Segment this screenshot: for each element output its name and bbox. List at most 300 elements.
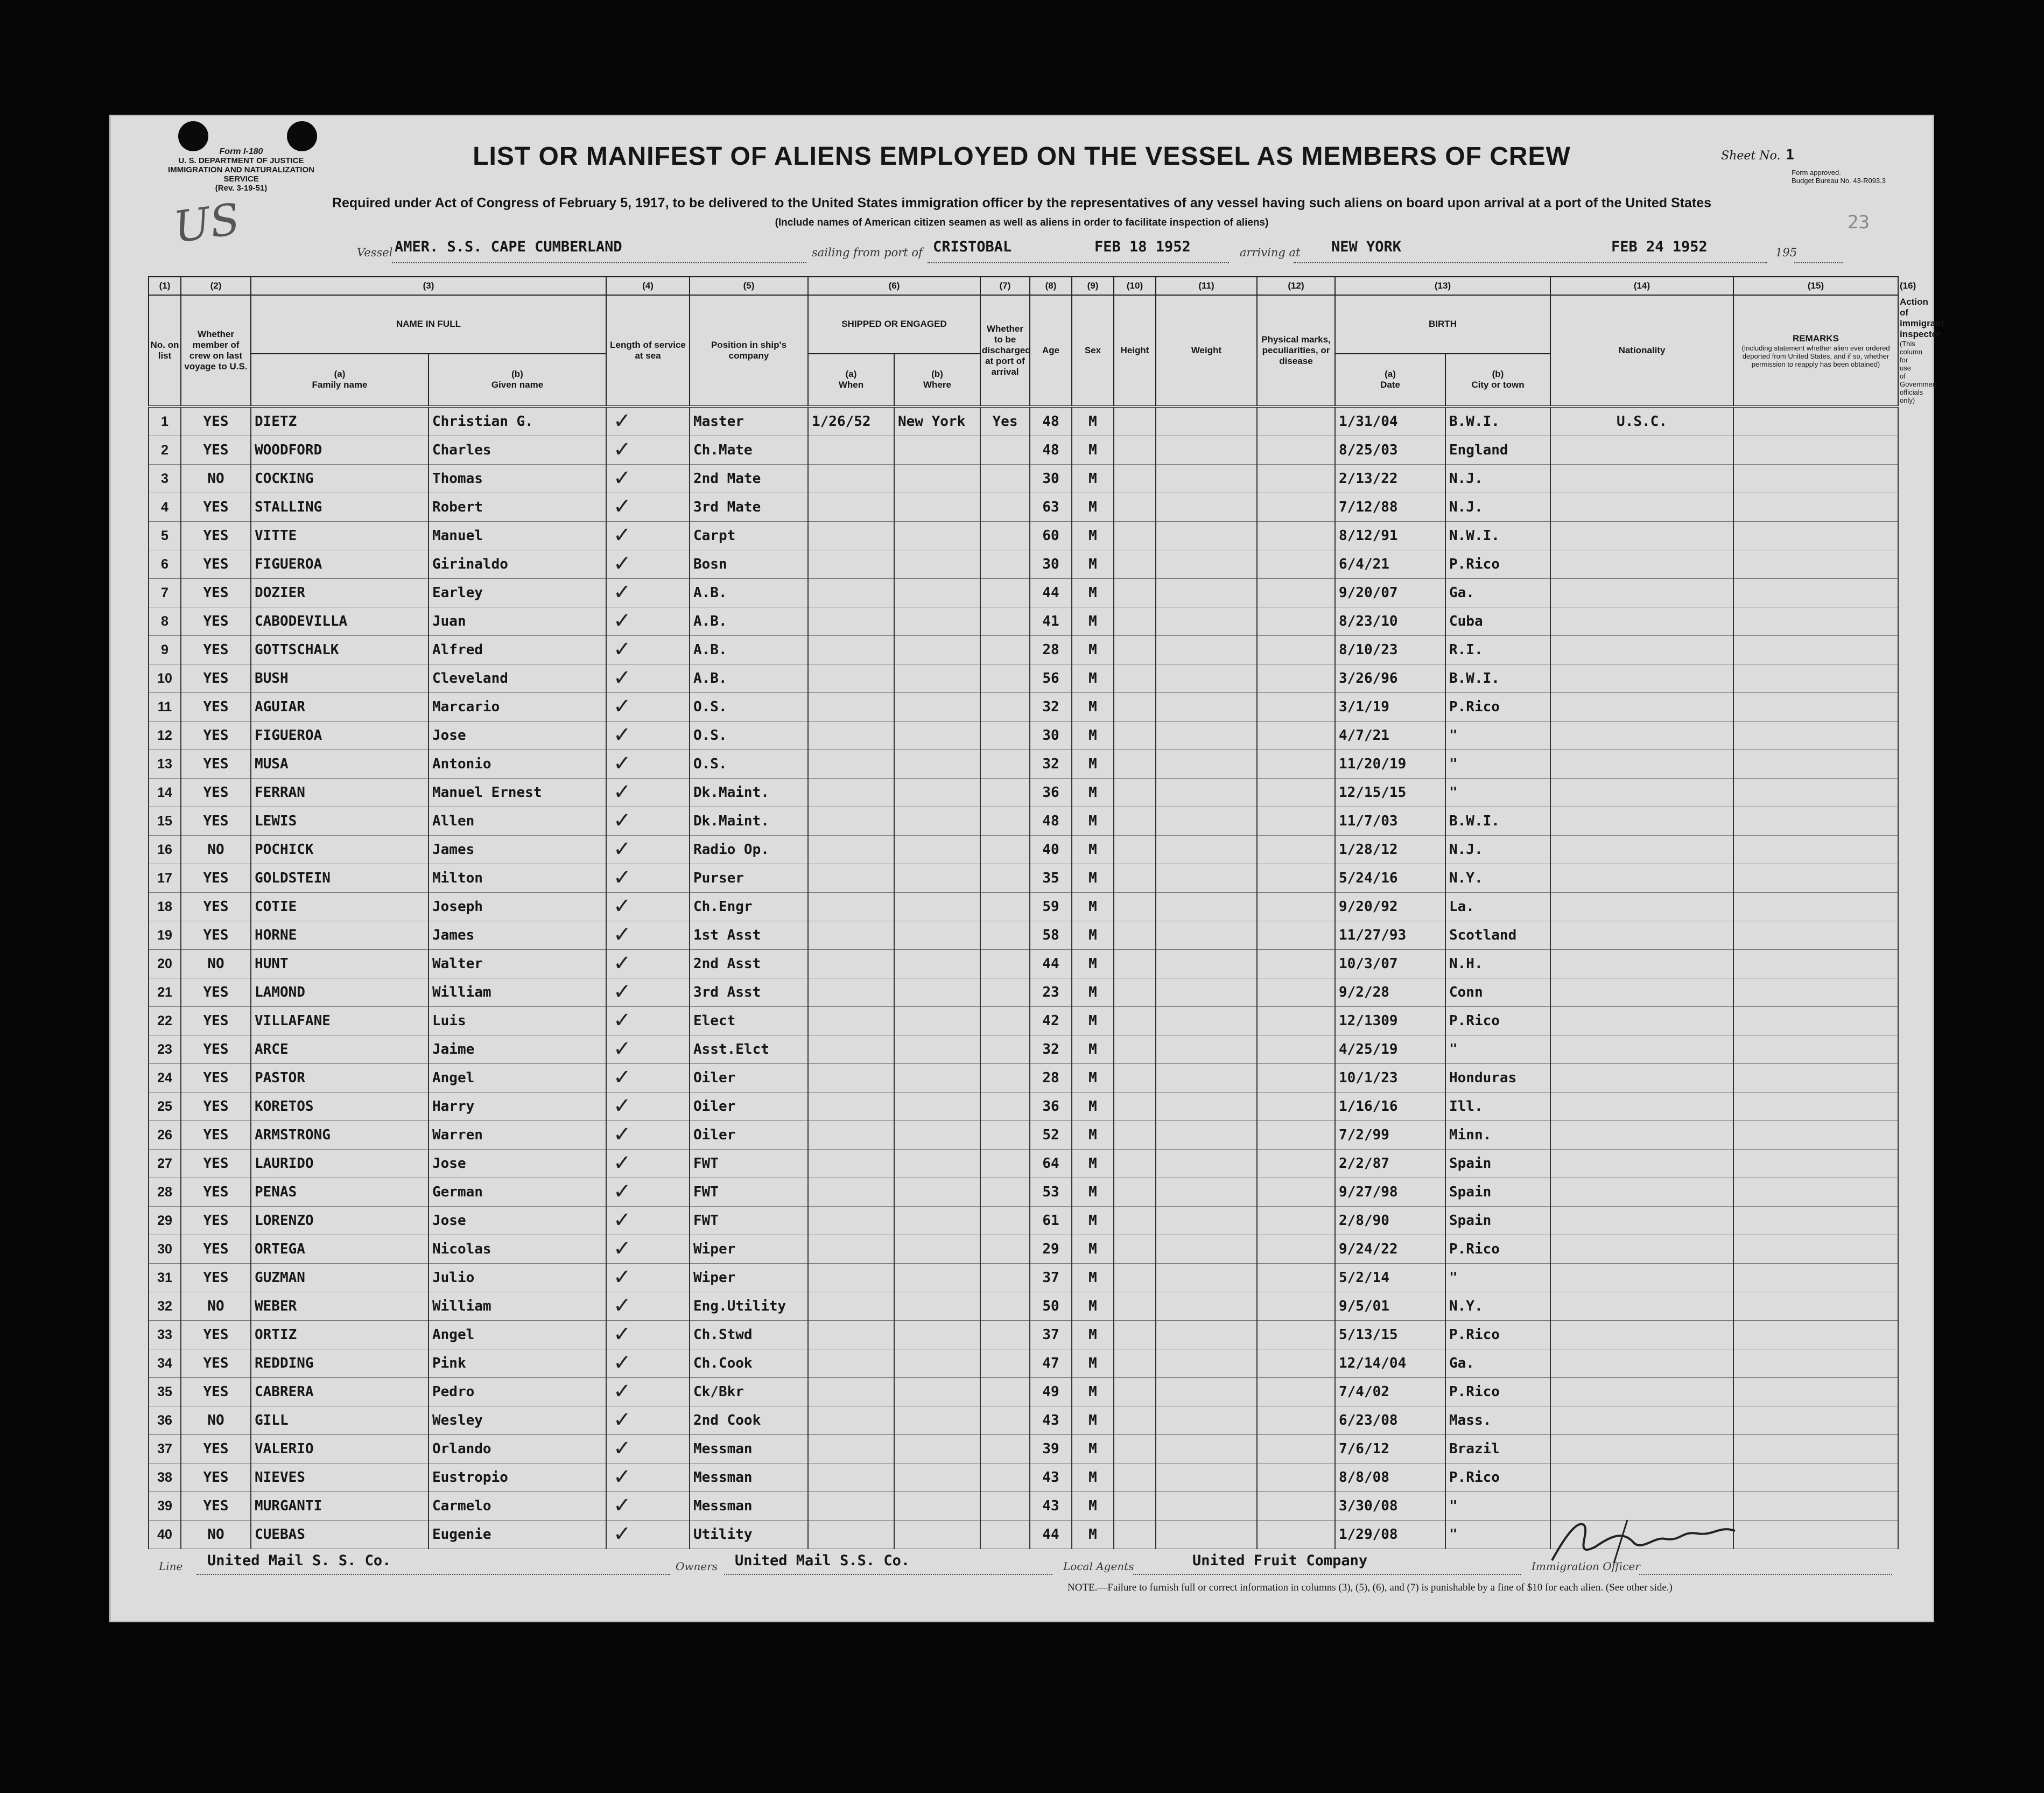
service-check-cell	[606, 1321, 690, 1349]
empty-cell	[1733, 864, 1898, 893]
cell-birth-date: 1/31/04	[1335, 407, 1445, 436]
empty-cell	[1114, 1207, 1156, 1235]
check-mark-icon: ✓	[613, 951, 631, 976]
cell-family: WOODFORD	[251, 436, 429, 465]
cell-birth-date: 12/14/04	[1335, 1349, 1445, 1378]
check-mark-icon: ✓	[613, 551, 631, 576]
cell-birth-place: B.W.I.	[1445, 407, 1550, 436]
service-check-cell	[606, 807, 690, 836]
cell-when	[808, 1264, 894, 1292]
cell-given: Wesley	[429, 1406, 606, 1435]
cell-sex: M	[1072, 664, 1114, 693]
vessel-name: AMER. S.S. CAPE CUMBERLAND	[395, 239, 622, 255]
col-num: (7)	[980, 277, 1030, 295]
cell-where	[894, 550, 980, 579]
cell-discharged	[980, 693, 1030, 722]
cell-discharged	[980, 893, 1030, 921]
cell-where	[894, 664, 980, 693]
empty-cell	[1156, 807, 1257, 836]
service-check-cell	[606, 1521, 690, 1549]
cell-sex: M	[1072, 750, 1114, 779]
cell-when	[808, 722, 894, 750]
cell-member: YES	[181, 522, 251, 550]
cell-age: 23	[1030, 978, 1072, 1007]
service-check-cell	[606, 1235, 690, 1264]
empty-cell	[1733, 407, 1898, 436]
date-label: Date	[1380, 380, 1400, 390]
cell-nationality	[1550, 1007, 1733, 1035]
cell-discharged	[980, 1492, 1030, 1521]
empty-cell	[1156, 893, 1257, 921]
agents-value: United Fruit Company	[1192, 1552, 1368, 1569]
cell-when	[808, 1007, 894, 1035]
cell-when	[808, 779, 894, 807]
manifest-sheet	[109, 115, 1944, 1622]
cell-sex: M	[1072, 693, 1114, 722]
cell-discharged	[980, 807, 1030, 836]
cell-birth-date: 6/23/08	[1335, 1406, 1445, 1435]
cell-discharged: Yes	[980, 407, 1030, 436]
cell-age: 58	[1030, 921, 1072, 950]
cell-birth-date: 10/3/07	[1335, 950, 1445, 978]
empty-cell	[1156, 1121, 1257, 1150]
cell-nationality	[1550, 864, 1733, 893]
cell-position: Carpt	[690, 522, 808, 550]
table-row	[149, 436, 1898, 465]
empty-cell	[1114, 1264, 1156, 1292]
cell-no: 22	[149, 1007, 181, 1035]
empty-cell	[1114, 1150, 1156, 1178]
table-row	[149, 1007, 1898, 1035]
cell-family: ARMSTRONG	[251, 1121, 429, 1150]
service-check-cell	[606, 550, 690, 579]
cell-position: 1st Asst	[690, 921, 808, 950]
service: IMMIGRATION AND NATURALIZATION SERVICE	[168, 165, 314, 184]
service-check-cell	[606, 950, 690, 978]
cell-member: YES	[181, 1064, 251, 1092]
cell-position: Utility	[690, 1521, 808, 1549]
cell-discharged	[980, 1264, 1030, 1292]
header-marks: Physical marks, peculiarities, or disease	[1257, 295, 1335, 407]
empty-cell	[1257, 1235, 1335, 1264]
empty-cell	[1114, 1092, 1156, 1121]
cell-discharged	[980, 436, 1030, 465]
cell-member: YES	[181, 1007, 251, 1035]
cell-birth-place: Mass.	[1445, 1406, 1550, 1435]
service-check-cell	[606, 1092, 690, 1121]
cell-age: 47	[1030, 1349, 1072, 1378]
cell-no: 6	[149, 550, 181, 579]
cell-nationality	[1550, 1292, 1733, 1321]
cell-no: 18	[149, 893, 181, 921]
table-row	[149, 1121, 1898, 1150]
cell-position: Elect	[690, 1007, 808, 1035]
cell-no: 11	[149, 693, 181, 722]
empty-cell	[1257, 636, 1335, 664]
cell-when	[808, 1463, 894, 1492]
cell-birth-place: Honduras	[1445, 1064, 1550, 1092]
budget-number: Budget Bureau No. 43-R093.3	[1792, 177, 1886, 185]
service-check-cell	[606, 607, 690, 636]
cell-birth-place: R.I.	[1445, 636, 1550, 664]
cell-family: ORTIZ	[251, 1321, 429, 1349]
check-mark-icon: ✓	[613, 1236, 631, 1261]
cell-nationality	[1550, 436, 1733, 465]
cell-position: Purser	[690, 864, 808, 893]
given-label: Given name	[491, 380, 544, 390]
empty-cell	[1733, 950, 1898, 978]
cell-birth-place: "	[1445, 750, 1550, 779]
empty-cell	[1733, 1121, 1898, 1150]
cell-no: 26	[149, 1121, 181, 1150]
cell-member: YES	[181, 436, 251, 465]
cell-sex: M	[1072, 1035, 1114, 1064]
empty-cell	[1114, 1435, 1156, 1463]
cell-family: WEBER	[251, 1292, 429, 1321]
cell-sex: M	[1072, 1292, 1114, 1321]
table-row	[149, 664, 1898, 693]
cell-position: Wiper	[690, 1235, 808, 1264]
empty-cell	[1156, 1092, 1257, 1121]
cell-birth-date: 7/4/02	[1335, 1378, 1445, 1406]
cell-family: POCHICK	[251, 836, 429, 864]
empty-cell	[1257, 1264, 1335, 1292]
officer-signature	[1520, 1509, 1853, 1568]
header-age: Age	[1030, 295, 1072, 407]
empty-cell	[1257, 1007, 1335, 1035]
cell-sex: M	[1072, 1092, 1114, 1121]
empty-cell	[1733, 750, 1898, 779]
empty-cell	[1257, 978, 1335, 1007]
empty-cell	[1114, 950, 1156, 978]
check-mark-icon: ✓	[613, 1179, 631, 1204]
empty-cell	[1114, 1235, 1156, 1264]
empty-cell	[1156, 465, 1257, 493]
empty-cell	[1114, 921, 1156, 950]
cell-when	[808, 1035, 894, 1064]
cell-member: YES	[181, 1264, 251, 1292]
arriving-label: arriving at	[1240, 246, 1301, 259]
cell-family: COCKING	[251, 465, 429, 493]
cell-member: YES	[181, 893, 251, 921]
cell-position: 2nd Cook	[690, 1406, 808, 1435]
cell-family: DOZIER	[251, 579, 429, 607]
cell-given: Eustropio	[429, 1463, 606, 1492]
empty-cell	[1257, 407, 1335, 436]
cell-age: 30	[1030, 550, 1072, 579]
cell-age: 59	[1030, 893, 1072, 921]
empty-cell	[1257, 1435, 1335, 1463]
cell-member: YES	[181, 807, 251, 836]
cell-given: Milton	[429, 864, 606, 893]
cell-member: YES	[181, 1092, 251, 1121]
check-mark-icon: ✓	[613, 580, 631, 605]
cell-no: 29	[149, 1207, 181, 1235]
service-check-cell	[606, 1435, 690, 1463]
cell-discharged	[980, 1378, 1030, 1406]
table-row	[149, 1321, 1898, 1349]
empty-cell	[1114, 1007, 1156, 1035]
cell-position: Ch.Engr	[690, 893, 808, 921]
header-when	[808, 354, 894, 407]
cell-birth-date: 9/20/07	[1335, 579, 1445, 607]
cell-age: 28	[1030, 1064, 1072, 1092]
empty-cell	[1733, 1435, 1898, 1463]
header-family	[251, 354, 429, 407]
empty-cell	[1114, 750, 1156, 779]
table-row	[149, 550, 1898, 579]
cell-sex: M	[1072, 950, 1114, 978]
empty-cell	[1257, 836, 1335, 864]
cell-birth-place: Minn.	[1445, 1121, 1550, 1150]
cell-discharged	[980, 1092, 1030, 1121]
cell-member: YES	[181, 1035, 251, 1064]
cell-age: 40	[1030, 836, 1072, 864]
cell-discharged	[980, 1035, 1030, 1064]
empty-cell	[1156, 950, 1257, 978]
cell-age: 48	[1030, 436, 1072, 465]
cell-when	[808, 607, 894, 636]
cell-discharged	[980, 779, 1030, 807]
cell-where	[894, 1178, 980, 1207]
cell-family: LORENZO	[251, 1207, 429, 1235]
empty-cell	[1733, 522, 1898, 550]
cell-sex: M	[1072, 978, 1114, 1007]
empty-cell	[1114, 1349, 1156, 1378]
cell-member: YES	[181, 864, 251, 893]
cell-birth-date: 2/8/90	[1335, 1207, 1445, 1235]
department: U. S. DEPARTMENT OF JUSTICE	[178, 156, 304, 165]
cell-nationality	[1550, 1150, 1733, 1178]
cell-no: 9	[149, 636, 181, 664]
cell-family: FIGUEROA	[251, 722, 429, 750]
cell-nationality	[1550, 779, 1733, 807]
cell-sex: M	[1072, 407, 1114, 436]
cell-discharged	[980, 978, 1030, 1007]
cell-age: 42	[1030, 1007, 1072, 1035]
service-check-cell	[606, 407, 690, 436]
cell-member: YES	[181, 1321, 251, 1349]
cell-given: William	[429, 978, 606, 1007]
check-mark-icon: ✓	[613, 780, 631, 804]
cell-nationality	[1550, 1064, 1733, 1092]
header-member: Whether member of crew on last voyage to U.S.	[181, 295, 251, 407]
empty-cell	[1114, 407, 1156, 436]
check-mark-icon: ✓	[613, 637, 631, 662]
empty-cell	[1257, 607, 1335, 636]
cell-member: YES	[181, 921, 251, 950]
cell-birth-date: 9/27/98	[1335, 1178, 1445, 1207]
cell-age: 37	[1030, 1264, 1072, 1292]
cell-discharged	[980, 836, 1030, 864]
empty-cell	[1156, 978, 1257, 1007]
cell-no: 13	[149, 750, 181, 779]
empty-cell	[1733, 693, 1898, 722]
cell-where	[894, 1321, 980, 1349]
cell-family: DIETZ	[251, 407, 429, 436]
cell-age: 48	[1030, 407, 1072, 436]
check-mark-icon: ✓	[613, 409, 631, 433]
cell-where	[894, 1435, 980, 1463]
cell-given: Harry	[429, 1092, 606, 1121]
empty-cell	[1733, 436, 1898, 465]
cell-discharged	[980, 750, 1030, 779]
cell-sex: M	[1072, 1406, 1114, 1435]
empty-cell	[1156, 436, 1257, 465]
empty-cell	[1257, 664, 1335, 693]
table-row	[149, 1178, 1898, 1207]
empty-cell	[1114, 807, 1156, 836]
cell-birth-date: 11/20/19	[1335, 750, 1445, 779]
voyage-line	[109, 239, 1934, 265]
empty-cell	[1257, 807, 1335, 836]
empty-cell	[1156, 1521, 1257, 1549]
check-mark-icon: ✓	[613, 1322, 631, 1347]
cell-birth-date: 8/10/23	[1335, 636, 1445, 664]
header-sex: Sex	[1072, 295, 1114, 407]
cell-when	[808, 522, 894, 550]
cell-given: Antonio	[429, 750, 606, 779]
owners-value: United Mail S.S. Co.	[735, 1552, 910, 1569]
cell-when	[808, 1406, 894, 1435]
cell-given: James	[429, 836, 606, 864]
table-row	[149, 1349, 1898, 1378]
cell-birth-place: N.W.I.	[1445, 522, 1550, 550]
cell-where	[894, 1207, 980, 1235]
empty-cell	[1156, 522, 1257, 550]
cell-no: 34	[149, 1349, 181, 1378]
cell-birth-date: 7/2/99	[1335, 1121, 1445, 1150]
cell-family: CABRERA	[251, 1378, 429, 1406]
empty-cell	[1114, 1321, 1156, 1349]
vessel-label: Vessel	[357, 246, 393, 259]
cell-no: 5	[149, 522, 181, 550]
cell-birth-place: P.Rico	[1445, 1321, 1550, 1349]
cell-given: Earley	[429, 579, 606, 607]
cell-age: 36	[1030, 1092, 1072, 1121]
cell-position: Messman	[690, 1463, 808, 1492]
cell-discharged	[980, 664, 1030, 693]
cell-family: PENAS	[251, 1178, 429, 1207]
check-mark-icon: ✓	[613, 666, 631, 690]
service-check-cell	[606, 864, 690, 893]
cell-given: Orlando	[429, 1435, 606, 1463]
cell-sex: M	[1072, 465, 1114, 493]
empty-cell	[1114, 978, 1156, 1007]
cell-member: YES	[181, 722, 251, 750]
service-check-cell	[606, 1150, 690, 1178]
owners-label: Owners	[676, 1560, 718, 1573]
cell-when	[808, 978, 894, 1007]
empty-cell	[1114, 1378, 1156, 1406]
cell-where	[894, 1007, 980, 1035]
cell-family: GILL	[251, 1406, 429, 1435]
cell-birth-place: B.W.I.	[1445, 807, 1550, 836]
table-row	[149, 779, 1898, 807]
approved-label: Form approved.	[1792, 169, 1841, 177]
cell-birth-place: Conn	[1445, 978, 1550, 1007]
empty-cell	[1733, 1406, 1898, 1435]
cell-when	[808, 893, 894, 921]
cell-no: 3	[149, 465, 181, 493]
when-letter: (a)	[845, 369, 857, 380]
cell-birth-date: 5/2/14	[1335, 1264, 1445, 1292]
cell-given: Juan	[429, 607, 606, 636]
table-row	[149, 722, 1898, 750]
city-label: City or town	[1471, 380, 1525, 390]
cell-age: 32	[1030, 1035, 1072, 1064]
header-weight: Weight	[1156, 295, 1257, 407]
cell-no: 8	[149, 607, 181, 636]
cell-discharged	[980, 1121, 1030, 1150]
cell-no: 39	[149, 1492, 181, 1521]
cell-when	[808, 550, 894, 579]
cell-given: Walter	[429, 950, 606, 978]
check-mark-icon: ✓	[613, 837, 631, 862]
cell-member: YES	[181, 579, 251, 607]
service-check-cell	[606, 436, 690, 465]
line-label: Line	[159, 1560, 183, 1573]
table-row	[149, 465, 1898, 493]
cell-when	[808, 493, 894, 522]
cell-birth-date: 12/15/15	[1335, 779, 1445, 807]
where-letter: (b)	[931, 369, 943, 380]
table-row	[149, 921, 1898, 950]
service-check-cell	[606, 636, 690, 664]
header-remarks	[1733, 295, 1898, 407]
cell-discharged	[980, 607, 1030, 636]
cell-nationality	[1550, 921, 1733, 950]
cell-birth-date: 9/5/01	[1335, 1292, 1445, 1321]
cell-where	[894, 1035, 980, 1064]
cell-nationality	[1550, 1178, 1733, 1207]
cell-when	[808, 664, 894, 693]
col-num: (2)	[181, 277, 251, 295]
cell-where	[894, 693, 980, 722]
cell-sex: M	[1072, 1492, 1114, 1521]
cell-sex: M	[1072, 864, 1114, 893]
empty-cell	[1257, 1492, 1335, 1521]
cell-member: YES	[181, 693, 251, 722]
service-check-cell	[606, 750, 690, 779]
cell-family: GUZMAN	[251, 1264, 429, 1292]
cell-when	[808, 1492, 894, 1521]
cell-sex: M	[1072, 1435, 1114, 1463]
cell-family: REDDING	[251, 1349, 429, 1378]
cell-member: YES	[181, 1121, 251, 1150]
empty-cell	[1257, 1092, 1335, 1121]
cell-nationality	[1550, 636, 1733, 664]
service-check-cell	[606, 978, 690, 1007]
empty-cell	[1733, 550, 1898, 579]
cell-position: A.B.	[690, 664, 808, 693]
cell-birth-place: N.J.	[1445, 493, 1550, 522]
cell-where	[894, 493, 980, 522]
cell-family: VILLAFANE	[251, 1007, 429, 1035]
cell-given: William	[429, 1292, 606, 1321]
empty-cell	[1114, 893, 1156, 921]
cell-where	[894, 864, 980, 893]
cell-birth-date: 7/6/12	[1335, 1435, 1445, 1463]
cell-family: LEWIS	[251, 807, 429, 836]
cell-no: 37	[149, 1435, 181, 1463]
sheet-number	[1721, 147, 1794, 163]
cell-when	[808, 1235, 894, 1264]
cell-family: FIGUEROA	[251, 550, 429, 579]
cell-given: Girinaldo	[429, 550, 606, 579]
cell-position: A.B.	[690, 607, 808, 636]
empty-cell	[1257, 1406, 1335, 1435]
